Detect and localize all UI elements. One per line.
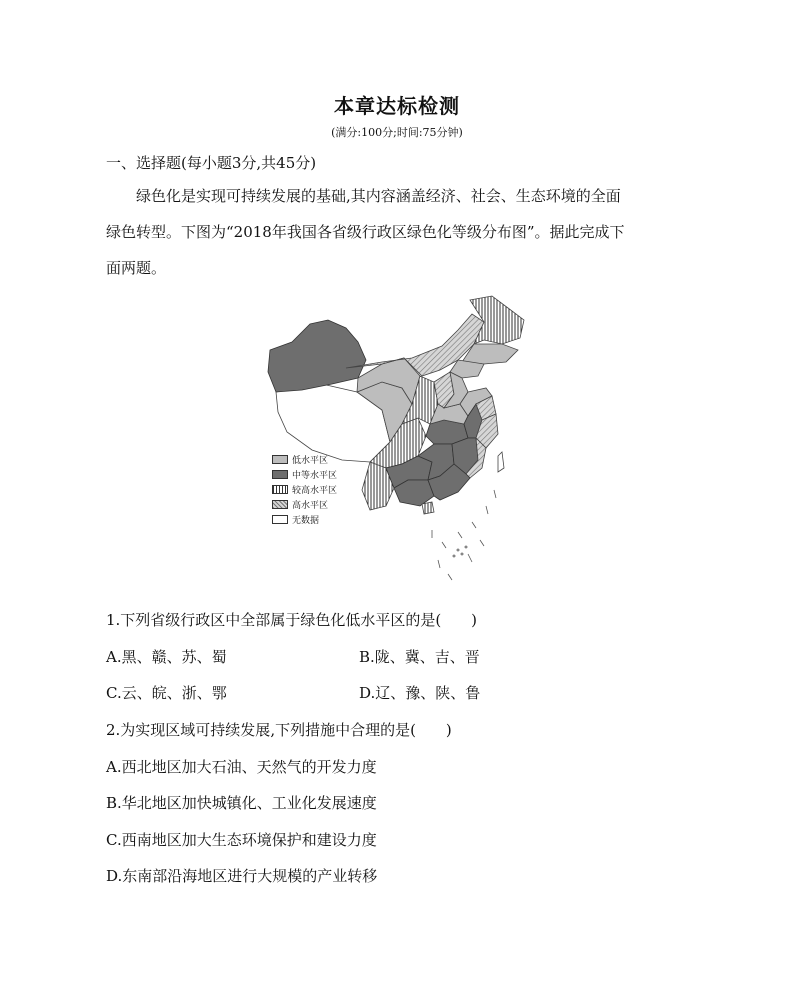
map-legend — [272, 452, 337, 527]
legend-swatch — [272, 515, 288, 524]
legend-label: 高水平区 — [292, 501, 329, 511]
legend-swatch — [272, 485, 288, 494]
passage-line: 面两题。 — [106, 259, 167, 277]
question-1-option-c[interactable]: C.云、皖、浙、鄂 — [106, 684, 227, 702]
question-1-stem: 1.下列省级行政区中全部属于绿色化低水平区的是( ) — [106, 611, 478, 629]
legend-item-higher — [272, 482, 337, 497]
china-green-level-map — [262, 292, 532, 594]
legend-label: 低水平区 — [292, 456, 329, 466]
question-1-option-d[interactable]: D.辽、豫、陕、鲁 — [359, 684, 481, 702]
south-sea-islands — [432, 490, 496, 580]
legend-swatch — [272, 500, 288, 509]
legend-item-low — [272, 452, 337, 467]
passage-line: 绿色化是实现可持续发展的基础,其内容涵盖经济、社会、生态环境的全面 — [136, 187, 621, 205]
legend-label: 中等水平区 — [292, 471, 338, 481]
question-2-option-a[interactable]: A.西北地区加大石油、天然气的开发力度 — [106, 758, 377, 776]
legend-label: 无数据 — [292, 516, 320, 526]
legend-item-high — [272, 497, 337, 512]
question-2-option-d[interactable]: D.东南部沿海地区进行大规模的产业转移 — [106, 867, 378, 885]
region-taiwan — [498, 452, 504, 472]
legend-label: 较高水平区 — [292, 486, 338, 496]
region-hainan — [422, 502, 434, 514]
exam-info: (满分:100分;时间:75分钟) — [331, 126, 463, 139]
question-2-option-b[interactable]: B.华北地区加快城镇化、工业化发展速度 — [106, 794, 377, 812]
question-2-stem: 2.为实现区域可持续发展,下列措施中合理的是( ) — [106, 721, 452, 739]
passage-line: 绿色转型。下图为“2018年我国各省级行政区绿色化等级分布图”。据此完成下 — [106, 223, 625, 241]
legend-item-none — [272, 512, 337, 527]
page-title: 本章达标检测 — [334, 94, 460, 118]
region-xinjiang — [268, 320, 366, 392]
legend-swatch — [272, 470, 288, 479]
legend-swatch — [272, 455, 288, 464]
question-1-option-a[interactable]: A.黑、赣、苏、蜀 — [106, 648, 227, 666]
legend-item-mid — [272, 467, 337, 482]
question-2-option-c[interactable]: C.西南地区加大生态环境保护和建设力度 — [106, 831, 377, 849]
section-heading: 一、选择题(每小题3分,共45分) — [106, 154, 317, 172]
question-1-option-b[interactable]: B.陇、冀、吉、晋 — [359, 648, 480, 666]
passage — [106, 178, 696, 286]
